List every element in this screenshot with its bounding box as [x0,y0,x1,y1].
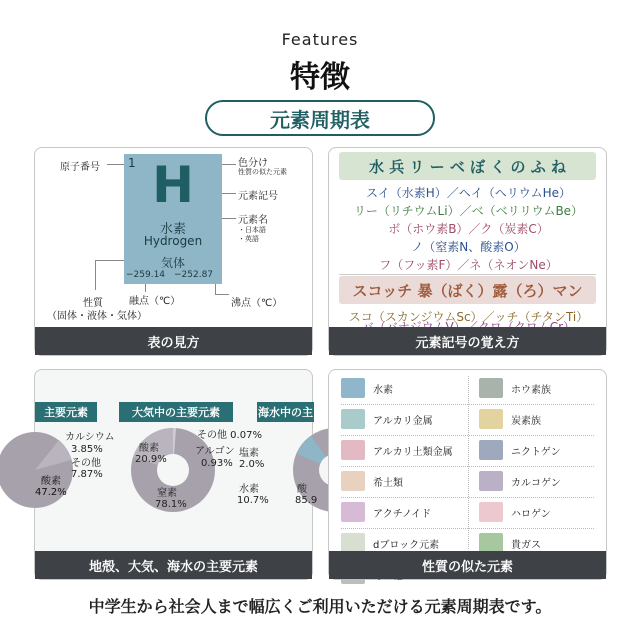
leader-line [222,193,236,194]
crust-label: 酸素 [41,476,61,487]
color-code-label: 色分け [238,158,268,169]
sea-label: 塩素 [239,448,259,459]
leader-line [222,218,236,219]
mnemonic-line: ボ（ホウ素B）／ク（炭素C） [388,222,549,236]
tab-seawater: 海水中の主 [257,402,314,422]
legend-swatch [341,378,365,398]
section-subtitle: Features [281,30,359,49]
legend-item [341,440,453,460]
mnemonic-card [328,147,607,356]
divider [468,376,469,549]
legend-swatch [341,440,365,460]
legend-label: 水素 [373,384,393,396]
state-sublabel: （固体・液体・気体） [47,311,147,322]
element-tile [124,154,222,284]
tab-atmosphere: 大気中の主要元素 [119,402,233,422]
legend-swatch [341,502,365,522]
crust-value: 47.2% [35,487,67,498]
air-label: 窒素 [157,488,177,499]
atomic-number-label: 原子番号 [60,162,100,173]
legend-row-divider [341,497,594,498]
crust-value: 3.85% [71,444,103,455]
melting-point: −259.14 [126,270,166,280]
crust-label: その他 [71,458,101,469]
legend-row-divider [341,466,594,467]
mnemonic-line: リー（リチウムLi）／ベ（ベリリウムBe） [353,204,584,218]
legend-label: ホウ素族 [511,384,551,396]
legend-swatch [341,409,365,429]
legend-item [479,440,561,460]
page-caption: 中学生から社会人まで幅広くご利用いただける元素周期表です。 [88,597,552,616]
atomic-number: 1 [128,156,136,170]
legend-label: dブロック元素 [373,539,440,551]
state-label: 性質 [83,298,103,309]
legend-row-divider [341,528,594,529]
air-label: アルゴン [195,446,235,457]
symbol-label: 元素記号 [238,191,278,202]
mnemonic-line: スコ（スカンジウムSc）／ッチ（チタンTi） [348,310,589,324]
mnemonic-line: ノ（窒素N、酸素O） [411,240,526,254]
legend-label: 希土類 [373,477,403,489]
legend-label: アクチノイド [373,508,432,520]
air-label: その他 0.07% [197,430,262,441]
legend-label: アルカリ金属 [373,415,433,427]
tab-crust: 主要元素 [35,402,97,422]
leader-line [95,260,124,261]
name-jp-sublabel: ・日本語 [238,226,266,234]
legend-label: アルカリ土類金属 [373,446,453,458]
air-value: 78.1% [155,499,187,510]
legend-label: カルコゲン [511,477,561,489]
legend-label: 炭素族 [511,415,541,427]
name-label: 元素名 [238,215,268,226]
section-title: 特徴 [290,60,350,95]
legend-label: ハロゲン [511,508,551,520]
card-label: 表の見方 [35,327,312,355]
color-code-sublabel: 性質の似た元素 [238,168,287,176]
legend-swatch [479,440,503,460]
legend-label: ニクトゲン [511,446,561,458]
element-name-jp: 水素 [159,222,186,237]
element-state: 気体 [160,256,185,270]
legend-swatch [479,533,503,553]
leader-line [95,260,96,290]
sea-value: 2.0% [239,459,265,470]
divider [339,274,596,275]
name-en-sublabel: ・英語 [238,235,259,243]
element-symbol: H [152,156,194,214]
sea-value: 85.9 [295,495,318,506]
leader-line [215,284,216,294]
legend-swatch [479,409,503,429]
card-label: 性質の似た元素 [329,551,606,579]
how-to-read-card [34,147,313,356]
legend-item [479,502,551,522]
periodic-table-pill: 元素周期表 [205,100,435,136]
mnemonic-title-2: スコッチ 暴（ばく）露（ろ）マン [339,276,596,304]
element-name-en: Hydrogen [143,234,203,248]
air-value: 0.93% [201,458,233,469]
air-value: 20.9% [135,454,167,465]
legend-row-divider [341,404,594,405]
legend-item [479,471,561,491]
legend-item [341,409,433,429]
boiling-label: 沸点（℃） [231,298,283,309]
legend-item [479,378,551,398]
legend-item [341,502,431,522]
leader-line [222,164,236,165]
crust-label: カルシウム [65,432,115,443]
legend-swatch [479,471,503,491]
card-label: 地殻、大気、海水の主要元素 [35,551,312,579]
boiling-point: −252.87 [174,270,214,280]
leader-line [215,294,229,295]
legend-swatch [341,533,365,553]
similar-properties-card [328,369,607,580]
sea-value: 10.7% [237,495,269,506]
legend-item [479,533,541,553]
melting-label: 融点（℃） [129,296,181,307]
crust-value: 7.87% [71,469,103,480]
legend-label: 貴ガス [511,539,541,551]
sea-label: 酸 [297,484,307,495]
major-elements-card [34,369,318,580]
legend-swatch [479,378,503,398]
air-label: 酸素 [139,443,159,454]
legend-item [479,409,541,429]
legend-swatch [479,502,503,522]
legend-item [341,471,403,491]
sea-label: 水素 [239,484,259,495]
legend-swatch [341,471,365,491]
legend-item [341,378,393,398]
mnemonic-title-1: 水 兵 リ ー ベ ぼ く の ふ ね [339,152,596,180]
legend-item [341,533,439,553]
leader-line [107,164,124,165]
legend-row-divider [341,435,594,436]
mnemonic-line: スイ（水素H）／ヘイ（ヘリウムHe） [365,186,572,200]
mnemonic-line: フ（フッ素F）／ネ（ネオンNe） [379,258,558,272]
card-label: 元素記号の覚え方 [329,327,606,355]
leader-line [145,284,146,292]
